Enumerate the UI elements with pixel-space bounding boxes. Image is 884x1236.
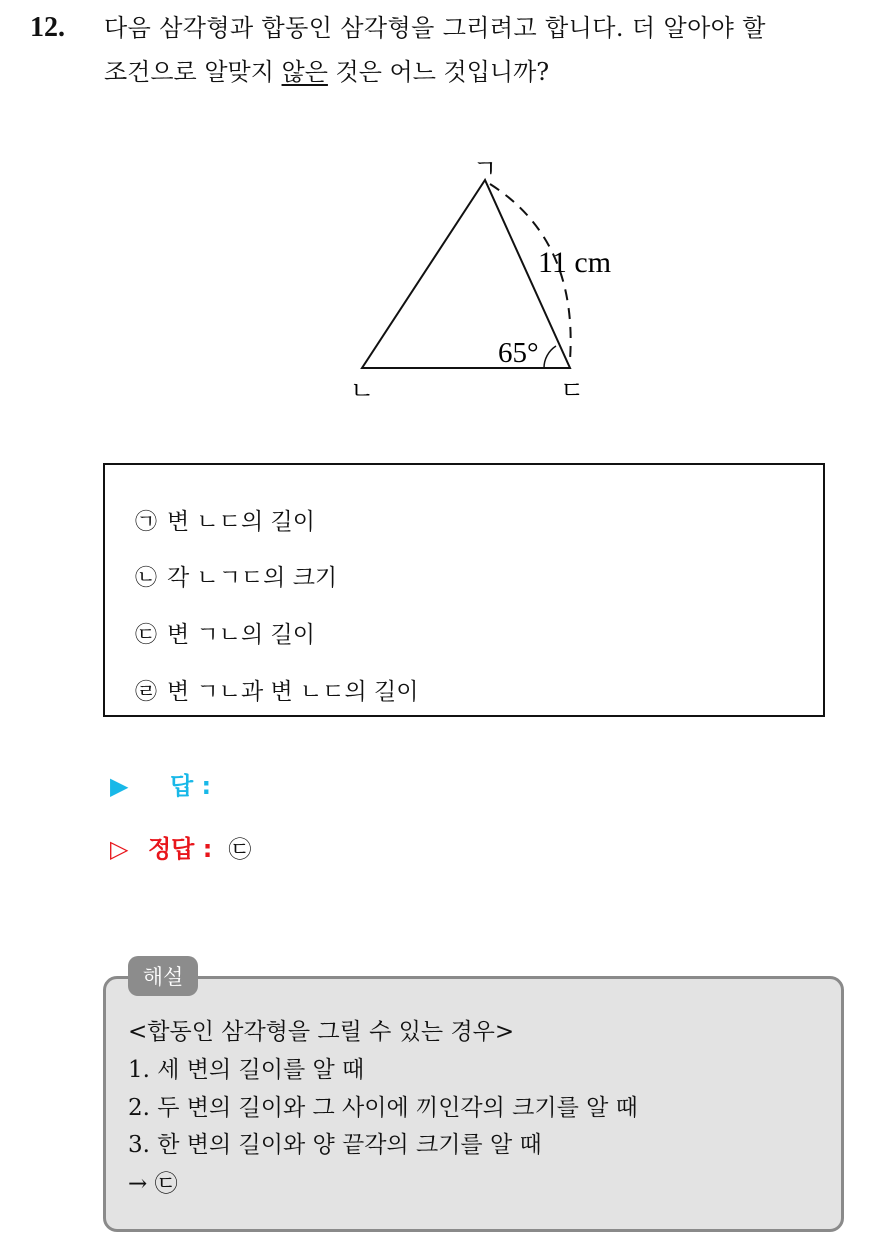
question-number: 12. bbox=[30, 12, 65, 43]
choice-text: 각 ㄴㄱㄷ의 크기 bbox=[167, 565, 338, 591]
choice-4[interactable] bbox=[135, 673, 418, 706]
outline-arrow-icon: ▷ bbox=[110, 835, 129, 863]
choice-marker: ㉣ bbox=[135, 680, 158, 705]
choice-marker: ㉠ bbox=[135, 510, 158, 535]
explanation-line: 2. 두 변의 길이와 그 사이에 끼인각의 크기를 알 때 bbox=[128, 1095, 638, 1121]
vertex-label-right: ㄷ bbox=[560, 378, 585, 405]
choice-text: 변 ㄴㄷ의 길이 bbox=[167, 509, 315, 535]
explanation-line: <합동인 삼각형을 그릴 수 있는 경우> bbox=[128, 1019, 515, 1045]
angle-label: 65° bbox=[498, 337, 539, 369]
question-text-part: 조건으로 알맞지 bbox=[104, 58, 282, 86]
choice-1[interactable] bbox=[135, 503, 315, 536]
vertex-label-top: ㄱ bbox=[473, 156, 498, 183]
answer-label: 답 : bbox=[170, 772, 212, 800]
choice-marker: ㉡ bbox=[135, 566, 158, 591]
play-arrow-icon: ▶ bbox=[110, 772, 129, 800]
choice-marker: ㉢ bbox=[135, 623, 158, 648]
angle-arc bbox=[544, 346, 556, 368]
choice-text: 변 ㄱㄴ과 변 ㄴㄷ의 길이 bbox=[167, 679, 419, 705]
choice-2[interactable] bbox=[135, 559, 337, 592]
question-text-line1: 다음 삼각형과 합동인 삼각형을 그리려고 합니다. 더 알아야 할 bbox=[104, 14, 766, 42]
correct-answer-value: ㉢ bbox=[228, 837, 252, 863]
triangle-figure bbox=[0, 0, 884, 460]
explanation-line: 3. 한 변의 길이와 양 끝각의 크기를 알 때 bbox=[128, 1132, 542, 1158]
answer-row bbox=[110, 766, 211, 801]
question-text-part: 것은 어느 것입니까? bbox=[327, 58, 550, 86]
choice-text: 변 ㄱㄴ의 길이 bbox=[167, 622, 315, 648]
explanation-line: → ㉢ bbox=[128, 1171, 178, 1197]
choices-box bbox=[103, 463, 825, 717]
explanation-tab: 해설 bbox=[128, 956, 198, 996]
vertex-label-left: ㄴ bbox=[350, 378, 375, 405]
correct-answer-label: 정답 : bbox=[148, 835, 213, 863]
choice-3[interactable] bbox=[135, 616, 315, 649]
correct-answer-row bbox=[110, 829, 251, 864]
explanation-line: 1. 세 변의 길이를 알 때 bbox=[128, 1057, 365, 1083]
side-length-label: 11 cm bbox=[538, 246, 612, 279]
underlined-word: 않은 bbox=[281, 58, 328, 86]
